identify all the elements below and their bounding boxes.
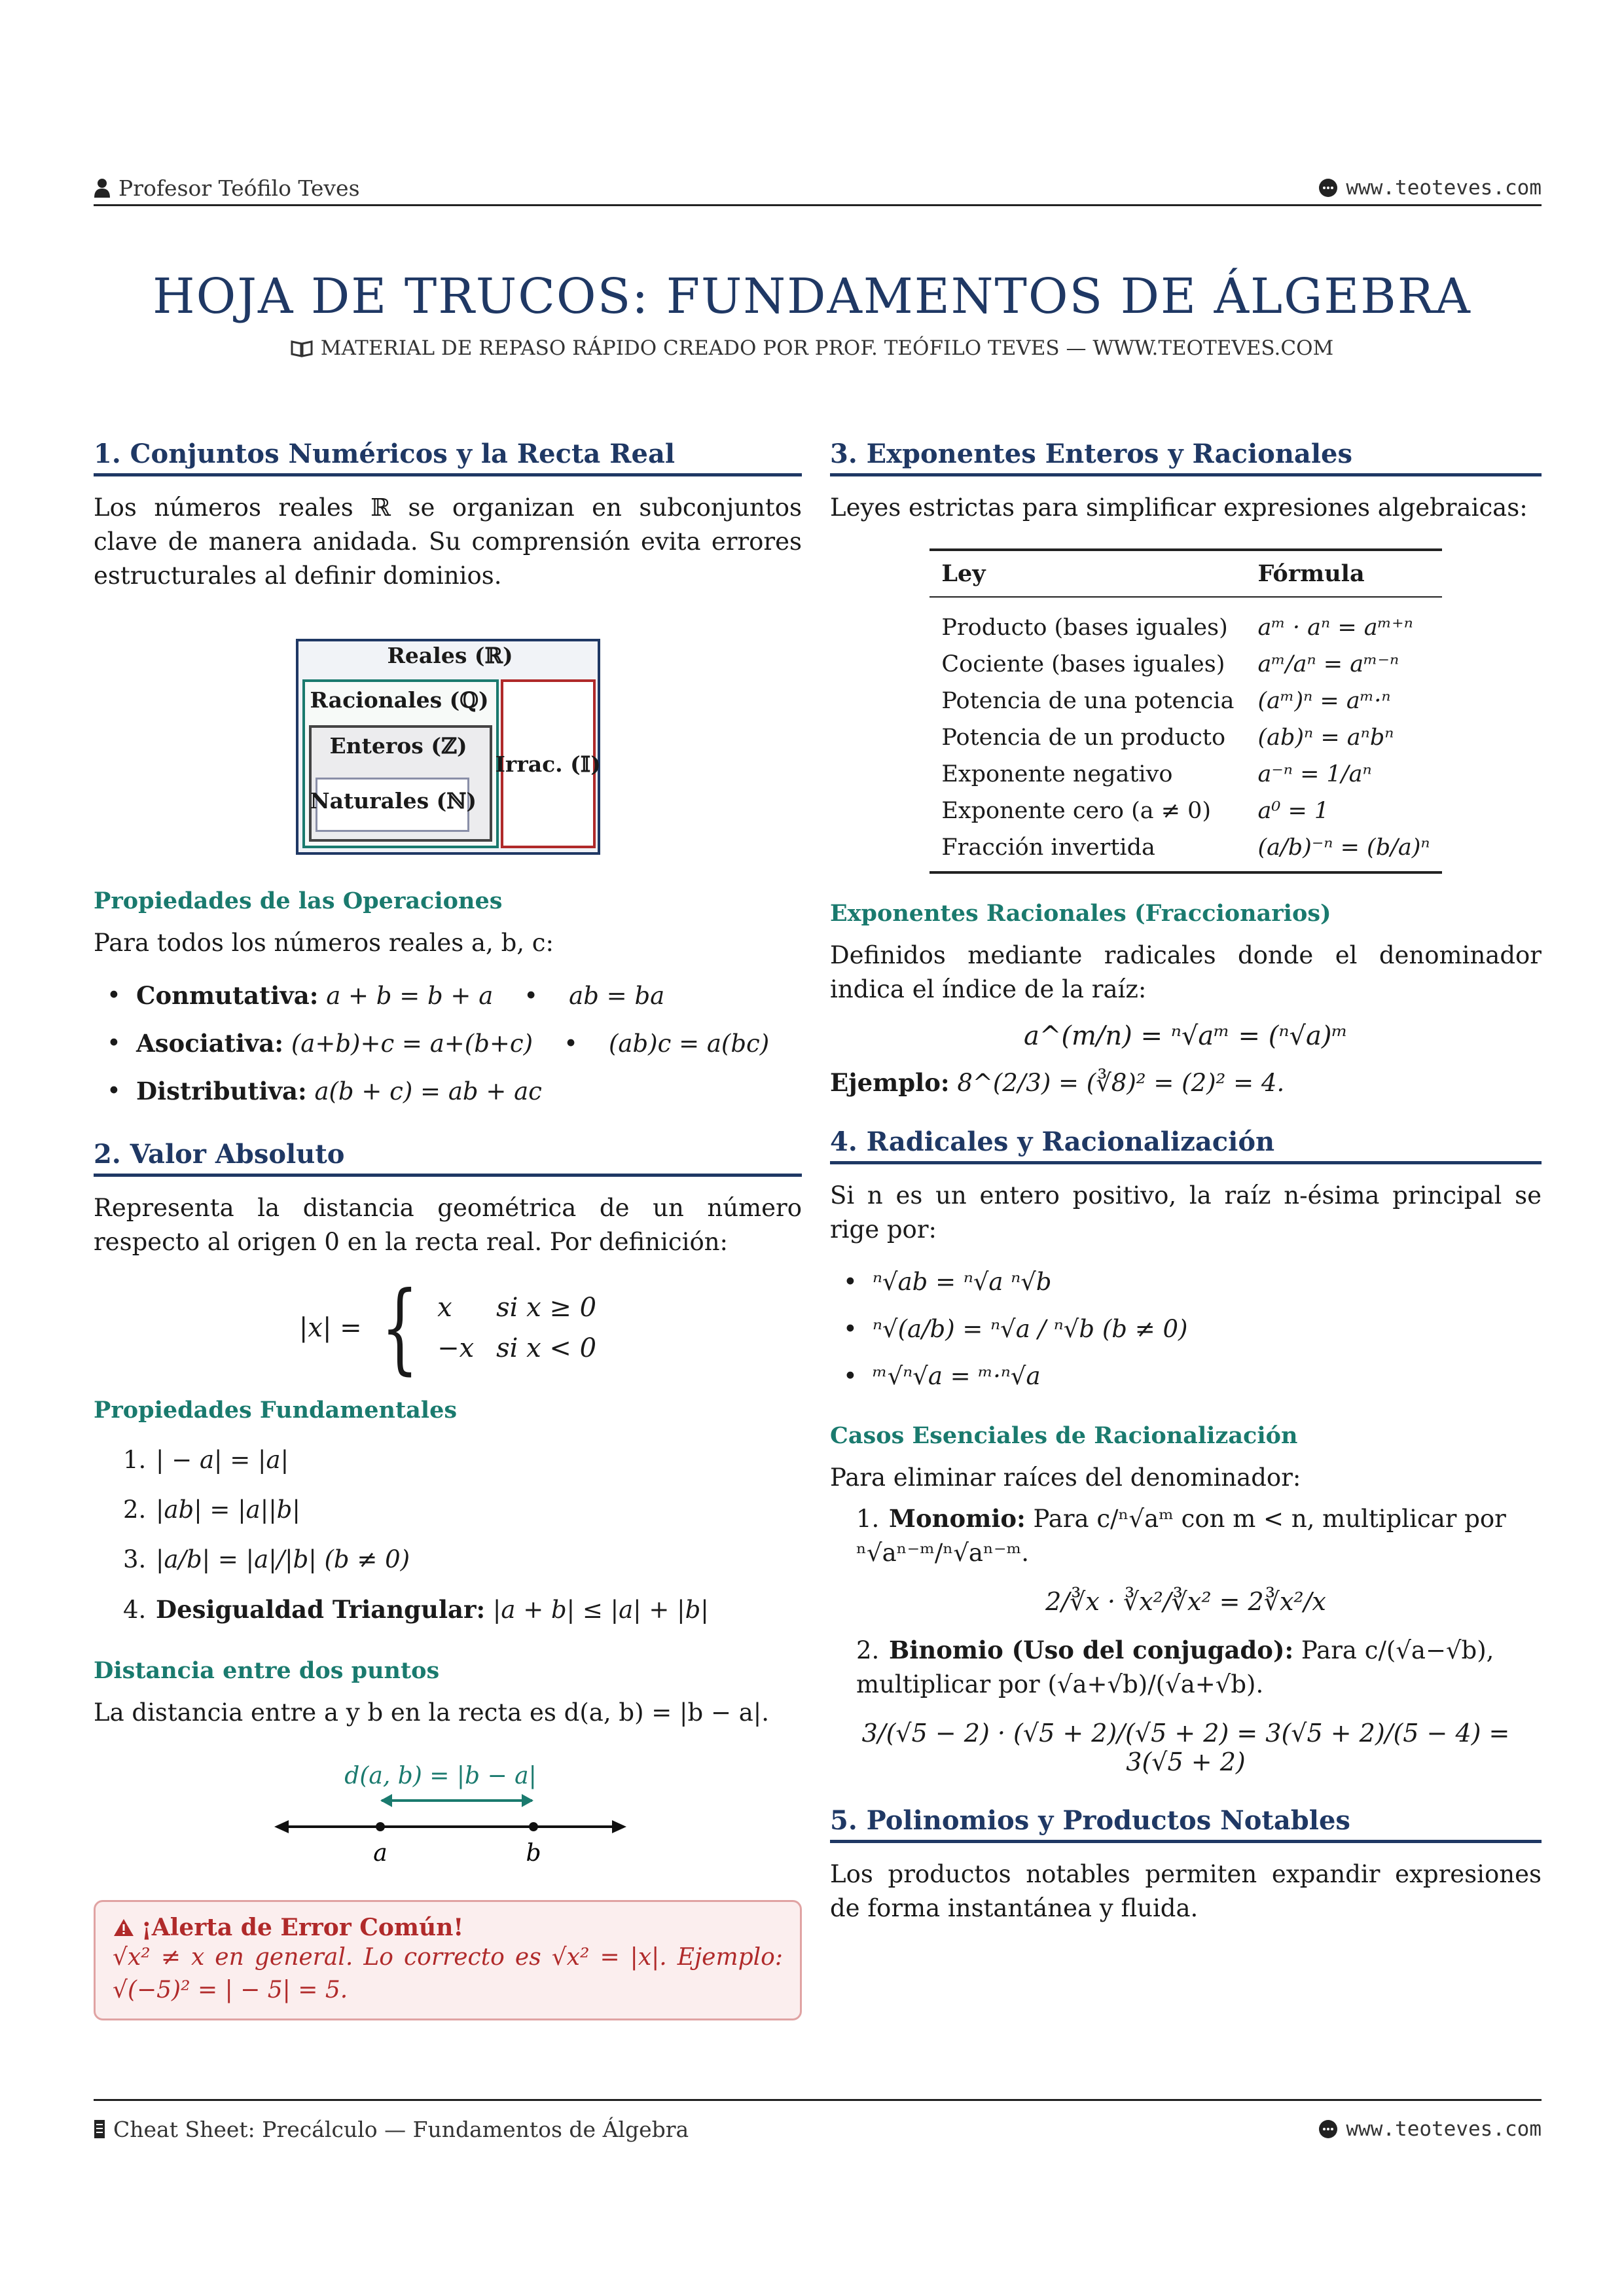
section-5-heading: 5. Polinomios y Productos Notables [830, 1805, 1542, 1843]
table-row: Potencia de una potencia (aᵐ)ⁿ = aᵐ·ⁿ [941, 688, 1391, 714]
running-footer [94, 2113, 1542, 2145]
alert-title [113, 1914, 783, 1941]
list-item: • ⁿ√ab = ⁿ√a ⁿ√b [843, 1259, 1542, 1306]
warning-icon [113, 1918, 135, 1937]
list-item: 2. |ab| = |a||b| [123, 1496, 300, 1524]
section-1-intro: Los números reales ℝ se organizan en subconjuntos clave de manera anidada. Su comprensión evita errores estructurales al definir dominios. [94, 493, 802, 590]
list-item: • ⁿ√(a/b) = ⁿ√a / ⁿ√b (b ≠ 0) [843, 1306, 1542, 1353]
operations-list [107, 972, 802, 1115]
header-author-text: Profesor Teófilo Teves [118, 175, 360, 201]
footer-site-link[interactable]: www.teoteves.com [1346, 2117, 1542, 2141]
col-header-ley: Ley [929, 550, 1246, 597]
running-header [94, 171, 1542, 204]
abs-props-list [123, 1435, 802, 1635]
distance-label: d(a, b) = |b − a| [344, 1763, 537, 1789]
footer-left-text: Cheat Sheet: Precálculo — Fundamentos de Álgebra [113, 2116, 689, 2142]
page-subtitle [0, 336, 1624, 360]
alert-body: √x² ≠ x en general. Lo correcto es √x² = |x|. Ejemplo: √(−5)² = | − 5| = 5. [113, 1944, 783, 2003]
rationalization-intro: Para eliminar raíces del denominador: [830, 1463, 1301, 1492]
section-3-heading: 3. Exponentes Enteros y Racionales [830, 439, 1542, 476]
list-item: • Distributiva: a(b + c) = ab + ac [107, 1067, 802, 1115]
table-row: Potencia de un producto (ab)ⁿ = aⁿbⁿ [941, 725, 1394, 751]
abs-lhs: |x| = [298, 1313, 362, 1343]
globe-icon [1318, 178, 1338, 198]
left-column [94, 439, 802, 2020]
point-a [376, 1822, 385, 1831]
point-a-label: a [373, 1840, 388, 1867]
list-item: • ᵐ√ⁿ√a = ᵐ·ⁿ√a [843, 1353, 1542, 1400]
rational-example: Ejemplo: 8^(2/3) = (∛8)² = (2)² = 4. [830, 1068, 1285, 1097]
rationalization-heading: Casos Esenciales de Racionalización [830, 1422, 1298, 1449]
table-row: Exponente negativo a⁻ⁿ = 1/aⁿ [941, 761, 1372, 787]
list-item: 2. Binomio (Uso del conjugado): Para c/(√a−√b), multiplicar por (√a+√b)/(√a+√b). [856, 1636, 1494, 1698]
exponent-laws-table [929, 548, 1441, 874]
section-3-intro: Leyes estrictas para simplificar expresiones algebraicas: [830, 493, 1528, 522]
number-sets-diagram [296, 639, 600, 855]
globe-icon [1318, 2119, 1338, 2139]
right-column [830, 439, 1542, 1926]
operations-intro: Para todos los números reales a, b, c: [94, 929, 554, 957]
number-line-svg [94, 1756, 802, 1867]
table-row: Producto (bases iguales) aᵐ · aⁿ = aᵐ⁺ⁿ [941, 615, 1413, 641]
binomial-example: 3/(√5 − 2) · (√5 + 2)/(√5 + 2) = 3(√5 + 2)/(5 − 4) = 3(√5 + 2) [861, 1719, 1510, 1776]
header-site-link[interactable]: www.teoteves.com [1346, 176, 1542, 200]
set-irracionales-label: Irrac. (𝕀) [495, 751, 601, 777]
header-author [94, 175, 360, 201]
set-racionales-label: Racionales (ℚ) [310, 687, 489, 713]
rationalization-cases [856, 1501, 1542, 1570]
set-enteros-label: Enteros (ℤ) [329, 733, 467, 759]
section-4-intro: Si n es un entero positivo, la raíz n-ésima principal se rige por: [830, 1181, 1542, 1244]
set-reales-label: Reales (ℝ) [387, 643, 513, 668]
list-item: • Asociativa: (a+b)+c = a+(b+c) • (ab)c = a(bc) [107, 1020, 802, 1067]
book-icon [291, 339, 313, 357]
table-row: Exponente cero (a ≠ 0) a⁰ = 1 [941, 798, 1329, 824]
section-4-heading: 4. Radicales y Racionalización [830, 1126, 1542, 1164]
common-error-alert [94, 1900, 802, 2020]
monomial-example: 2/∛x · ∛x²/∛x² = 2∛x²/x [1045, 1587, 1326, 1616]
distance-text: La distancia entre a y b en la recta es d(a, b) = |b − a|. [94, 1698, 769, 1727]
rationalization-cases-2 [856, 1633, 1542, 1702]
footer-left [94, 2117, 689, 2142]
number-line [94, 1756, 802, 1867]
list-item: • Conmutativa: a + b = b + a • ab = ba [107, 972, 802, 1020]
list-item: 4. Desigualdad Triangular: |a + b| ≤ |a| + |b| [123, 1595, 709, 1624]
footer-site[interactable] [1318, 2117, 1542, 2141]
alert-title-text: ¡Alerta de Error Común! [141, 1914, 464, 1941]
rational-exponent-formula: a^(m/n) = ⁿ√aᵐ = (ⁿ√a)ᵐ [1024, 1021, 1348, 1051]
col-header-formula: Fórmula [1246, 550, 1441, 597]
user-icon [94, 178, 111, 198]
operations-heading: Propiedades de las Operaciones [94, 888, 503, 914]
footer-rule [94, 2099, 1542, 2101]
point-b [529, 1822, 538, 1831]
table-row: Fracción invertida (a/b)⁻ⁿ = (b/a)ⁿ [929, 829, 1441, 872]
list-item: 3. |a/b| = |a|/|b| (b ≠ 0) [123, 1545, 410, 1573]
header-rule [94, 204, 1542, 206]
abs-props-heading: Propiedades Fundamentales [94, 1397, 458, 1424]
section-2-intro: Representa la distancia geométrica de un número respecto al origen 0 en la recta real. Por definición: [94, 1194, 802, 1256]
list-item: 1. | − a| = |a| [123, 1446, 289, 1474]
subtitle-text: MATERIAL DE REPASO RÁPIDO CREADO POR PROF. TEÓFILO TEVES — WWW.TEOTEVES.COM [320, 336, 1334, 360]
section-2-heading: 2. Valor Absoluto [94, 1139, 802, 1177]
rational-exponents-heading: Exponentes Racionales (Fraccionarios) [830, 900, 1331, 927]
document-icon [94, 2119, 105, 2139]
left-brace: { [380, 1271, 419, 1385]
point-b-label: b [526, 1840, 541, 1867]
list-item: 1. Monomio: Para c/ⁿ√aᵐ con m < n, multiplicar por ⁿ√aⁿ⁻ᵐ/ⁿ√aⁿ⁻ᵐ. [856, 1504, 1506, 1567]
set-naturales-label: Naturales (ℕ) [310, 788, 477, 814]
abs-definition [94, 1271, 802, 1385]
section-1-heading: 1. Conjuntos Numéricos y la Recta Real [94, 439, 802, 476]
rational-exponents-text: Definidos mediante radicales donde el denominador indica el índice de la raíz: [830, 941, 1542, 1003]
abs-cases: x si x ≥ 0 −x si x < 0 [437, 1293, 597, 1363]
distance-heading: Distancia entre dos puntos [94, 1657, 440, 1684]
radical-rules-list [843, 1259, 1542, 1400]
section-5-intro: Los productos notables permiten expandir expresiones de forma instantánea y fluida. [830, 1860, 1542, 1922]
table-row: Cociente (bases iguales) aᵐ/aⁿ = aᵐ⁻ⁿ [941, 651, 1399, 677]
header-site[interactable] [1318, 176, 1542, 200]
page-title: HOJA DE TRUCOS: FUNDAMENTOS DE ÁLGEBRA [153, 268, 1471, 325]
table-header-row [929, 550, 1441, 597]
